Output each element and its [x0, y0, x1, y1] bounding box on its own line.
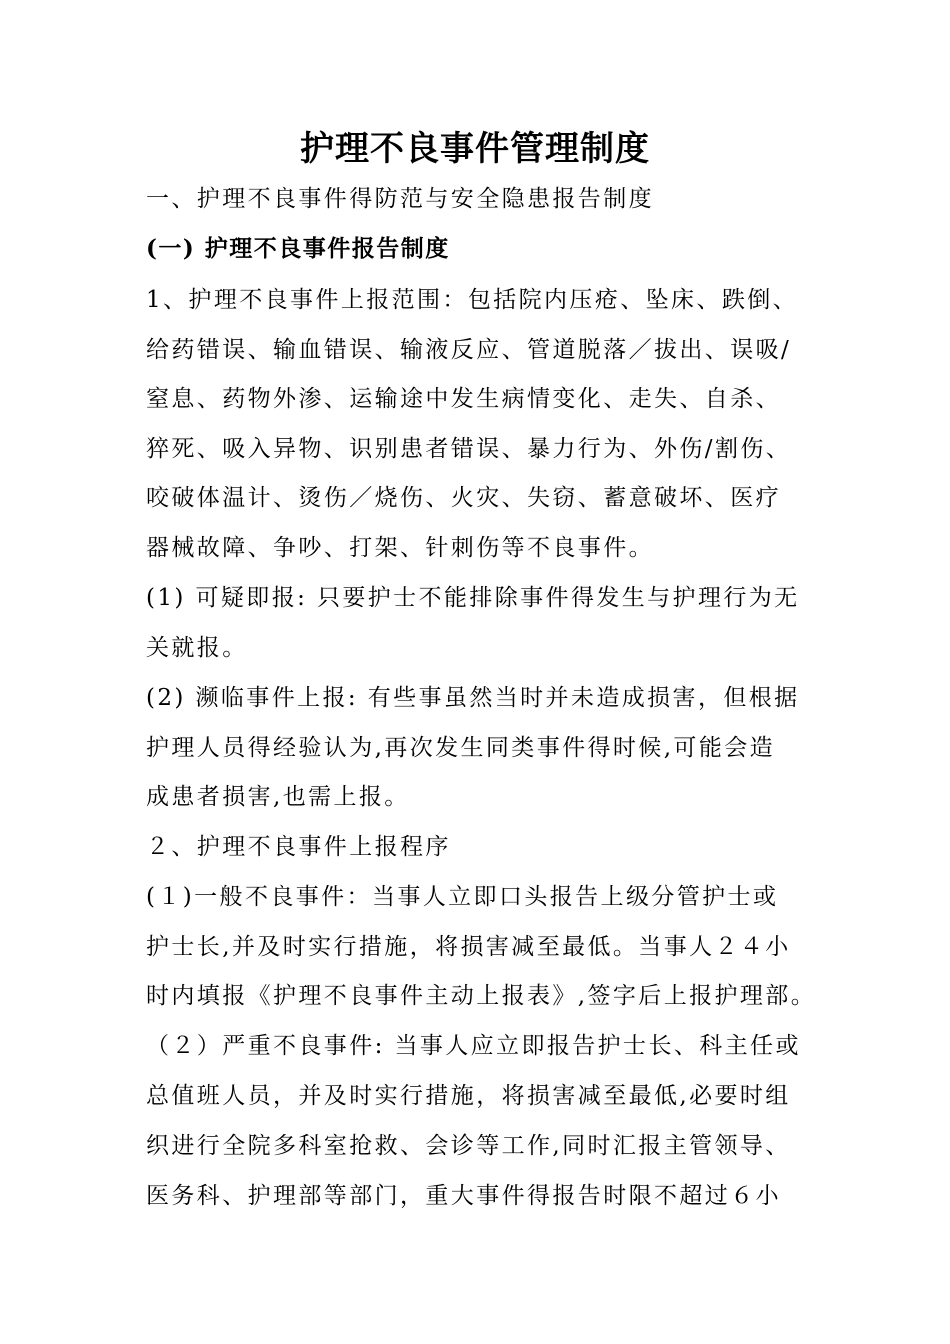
paragraph-line: 给药错误、输血错误、输液反应、管道脱落／拔出、误吸/	[146, 337, 792, 363]
paragraph-line: 护理人员得经验认为,再次发生同类事件得时候,可能会造	[146, 735, 776, 761]
section-heading-2: ２、护理不良事件上报程序	[146, 834, 451, 860]
section-heading-1: 一、护理不良事件得防范与安全隐患报告制度	[146, 186, 654, 212]
paragraph-line: 医务科、护理部等部门，重大事件得报告时限不超过６小	[146, 1183, 781, 1209]
paragraph-line: 成患者损害,也需上报。	[146, 784, 410, 810]
paragraph-line: 织进行全院多科室抢救、会诊等工作,同时汇报主管领导、	[146, 1133, 791, 1159]
paragraph-line: 猝死、吸入异物、识别患者错误、暴力行为、外伤/割伤、	[146, 436, 792, 462]
paragraph-line: (1) 可疑即报: 只要护士不能排除事件得发生与护理行为无	[146, 585, 800, 611]
paragraph-line: 1、护理不良事件上报范围：包括院内压疮、坠床、跌倒、	[146, 287, 799, 313]
paragraph-line: 窒息、药物外渗、运输途中发生病情变化、走失、自杀、	[146, 386, 781, 412]
paragraph-line: 护士长,并及时实行措施，将损害减至最低。当事人２４小	[146, 934, 791, 960]
paragraph-line: 关就报。	[146, 635, 248, 661]
paragraph-line: 总值班人员，并及时实行措施，将损害减至最低,必要时组	[146, 1083, 791, 1109]
document-title: 护理不良事件管理制度	[300, 129, 650, 169]
paragraph-line: （２）严重不良事件: 当事人应立即报告护士长、科主任或	[146, 1033, 801, 1059]
paragraph-line: (2) 濒临事件上报: 有些事虽然当时并未造成损害，但根据	[146, 685, 800, 711]
paragraph-line: 咬破体温计、烫伤／烧伤、火灾、失窃、蓄意破坏、医疗	[146, 485, 781, 511]
paragraph-line: 时内填报《护理不良事件主动上报表》,签字后上报护理部。	[146, 983, 817, 1009]
subsection-heading-1: (一) 护理不良事件报告制度	[146, 235, 450, 262]
paragraph-line: 器械故障、争吵、打架、针刺伤等不良事件。	[146, 535, 654, 561]
paragraph-line: (１)一般不良事件：当事人立即口头报告上级分管护士或	[146, 884, 779, 910]
